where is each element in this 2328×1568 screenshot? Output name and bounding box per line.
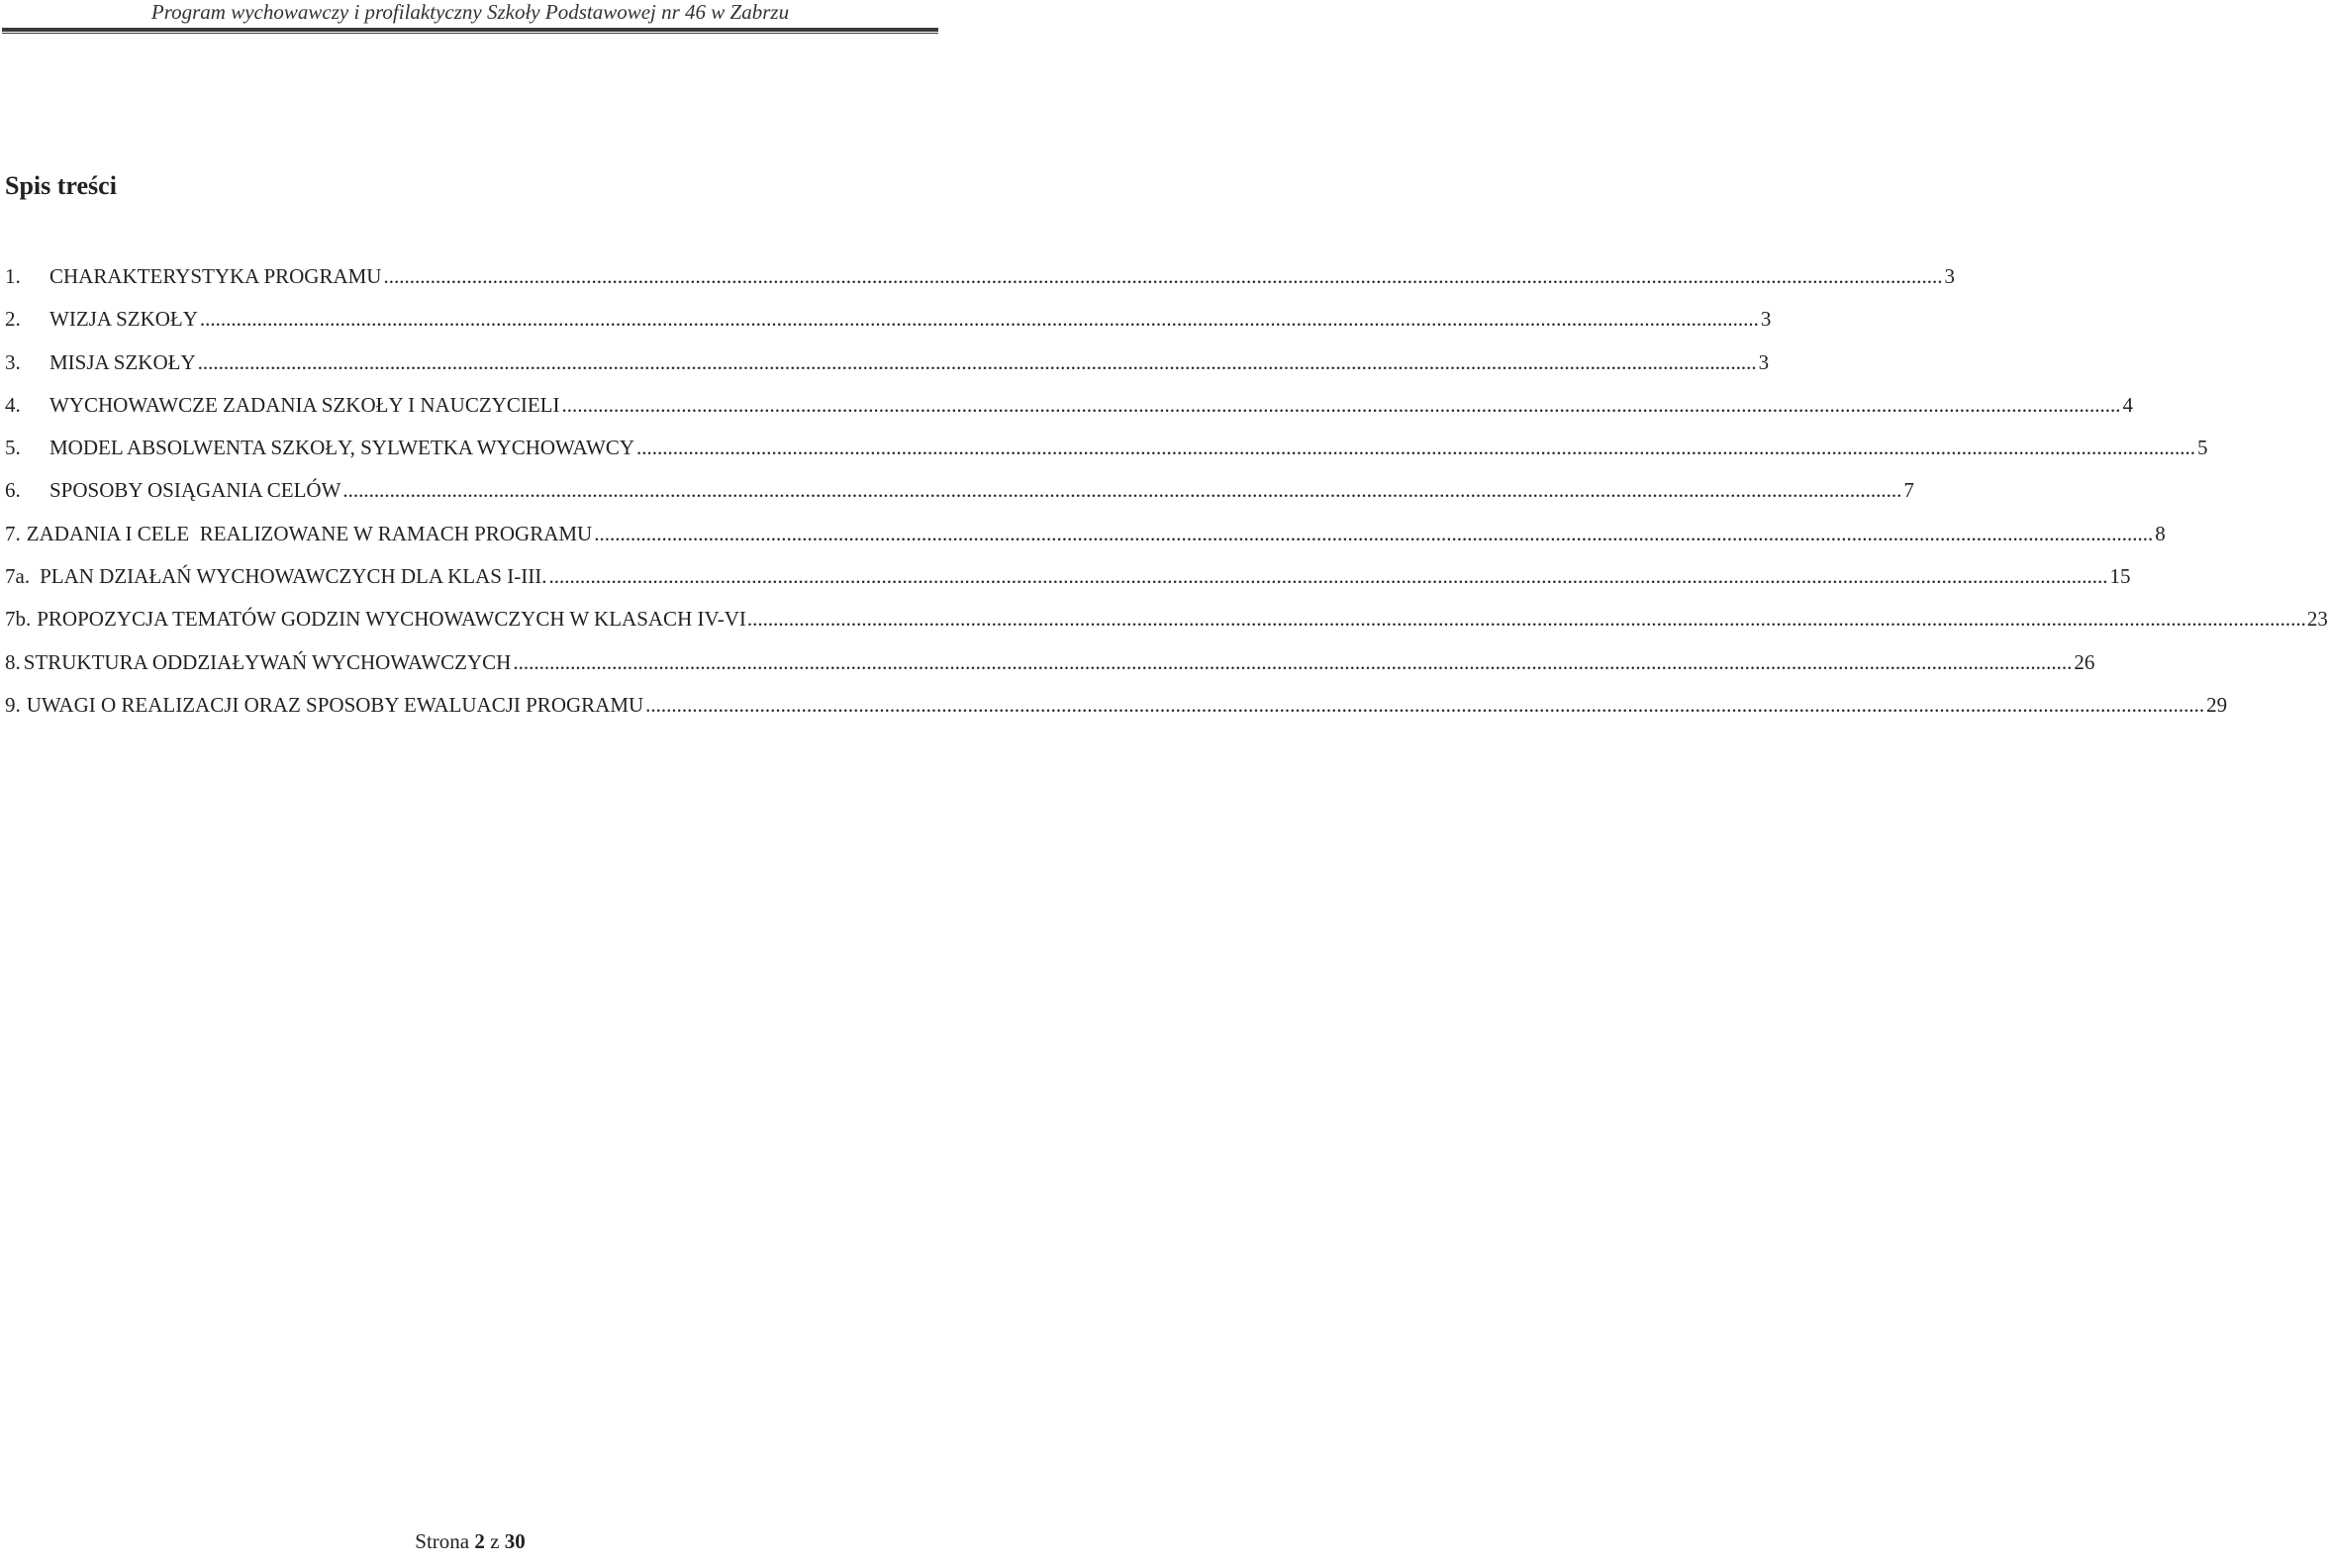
toc-entry-2[interactable] <box>5 304 1772 346</box>
toc-entry-page: 26 <box>2074 649 2095 674</box>
toc-entry-title: SPOSOBY OSIĄGANIA CELÓW <box>49 478 341 503</box>
toc-entry-6[interactable] <box>5 475 1914 518</box>
toc-entry-title: MODEL ABSOLWENTA SZKOŁY, SYLWETKA WYCHOWAWCY <box>49 436 635 460</box>
toc-entry-7a[interactable] <box>5 561 2131 604</box>
toc-entry-number: 7b. <box>5 607 32 632</box>
toc-entry-page: 8 <box>2155 521 2166 545</box>
toc-entry-number: 2. <box>5 307 21 332</box>
toc-entry-page: 15 <box>2109 564 2131 589</box>
toc-entry-title: ZADANIA I CELE REALIZOWANE W RAMACH PROGRAMU <box>26 521 593 545</box>
header-rule <box>2 28 938 32</box>
page-footer <box>0 1526 940 1556</box>
toc-dot-leader: ............................................................................................................................................................................................................................................................................................................ <box>548 564 2108 589</box>
toc-entry-8[interactable] <box>5 647 2095 690</box>
table-of-contents <box>5 261 2328 733</box>
toc-dot-leader: ............................................................................................................................................................................................................................................................................................................ <box>645 692 2205 717</box>
toc-entry-4[interactable] <box>5 390 2133 433</box>
toc-entry-title: UWAGI O REALIZACJI ORAZ SPOSOBY EWALUACJI PROGRAMU <box>26 692 644 717</box>
toc-entry-title: STRUKTURA ODDZIAŁYWAŃ WYCHOWAWCZYCH <box>23 649 512 674</box>
footer-total-pages: 30 <box>504 1529 526 1553</box>
footer-separator: z <box>490 1529 500 1553</box>
toc-dot-leader: ............................................................................................................................................................................................................................................................................................................ <box>199 307 1759 332</box>
toc-entry-1[interactable] <box>5 261 1955 304</box>
toc-dot-leader: ............................................................................................................................................................................................................................................................................................................ <box>561 392 2121 417</box>
toc-entry-number: 9. <box>5 692 21 717</box>
toc-dot-leader: ............................................................................................................................................................................................................................................................................................................ <box>513 649 2073 674</box>
toc-entry-number: 3. <box>5 349 21 374</box>
toc-entry-number: 5. <box>5 436 21 460</box>
toc-entry-number: 7. <box>5 521 21 545</box>
toc-entry-5[interactable] <box>5 433 2208 475</box>
running-header: Program wychowawczy i profilaktyczny Szkoły Podstawowej nr 46 w Zabrzu <box>150 0 790 24</box>
toc-entry-title: PROPOZYCJA TEMATÓW GODZIN WYCHOWAWCZYCH W KLASACH IV-VI <box>37 607 746 632</box>
toc-dot-leader: ............................................................................................................................................................................................................................................................................................................ <box>636 436 2196 460</box>
toc-dot-leader: ............................................................................................................................................................................................................................................................................................................ <box>594 521 2154 545</box>
toc-entry-number: 8. <box>5 649 21 674</box>
toc-entry-page: 7 <box>1903 478 1914 503</box>
toc-dot-leader: ............................................................................................................................................................................................................................................................................................................ <box>197 349 1757 374</box>
toc-entry-page: 3 <box>1760 307 1772 332</box>
toc-entry-3[interactable] <box>5 347 1770 390</box>
toc-dot-leader: ............................................................................................................................................................................................................................................................................................................ <box>746 607 2306 632</box>
toc-entry-page: 3 <box>1758 349 1770 374</box>
toc-dot-leader: ............................................................................................................................................................................................................................................................................................................ <box>383 264 1943 288</box>
toc-entry-9[interactable] <box>5 690 2228 733</box>
toc-entry-7[interactable] <box>5 519 2166 561</box>
toc-entry-title: WIZJA SZKOŁY <box>49 307 198 332</box>
toc-entry-page: 23 <box>2306 607 2328 632</box>
toc-entry-page: 5 <box>2197 436 2208 460</box>
toc-entry-title: MISJA SZKOŁY <box>49 349 196 374</box>
toc-entry-number: 4. <box>5 392 21 417</box>
toc-entry-page: 29 <box>2206 692 2228 717</box>
toc-entry-page: 3 <box>1944 264 1955 288</box>
toc-entry-number: 1. <box>5 264 21 288</box>
toc-entry-title: WYCHOWAWCZE ZADANIA SZKOŁY I NAUCZYCIELI <box>49 392 560 417</box>
footer-current-page: 2 <box>474 1529 485 1553</box>
toc-entry-7b[interactable] <box>5 604 2328 646</box>
footer-prefix: Strona <box>415 1529 470 1553</box>
toc-title: Spis treści <box>5 171 117 200</box>
toc-entry-title: PLAN DZIAŁAŃ WYCHOWAWCZYCH DLA KLAS I-III. <box>40 564 547 589</box>
toc-entry-number: 7a. <box>5 564 31 589</box>
toc-entry-page: 4 <box>2122 392 2133 417</box>
toc-entry-number: 6. <box>5 478 21 503</box>
toc-dot-leader: ............................................................................................................................................................................................................................................................................................................ <box>342 478 1902 503</box>
header-rule-thin <box>2 33 938 34</box>
toc-entry-title: CHARAKTERYSTYKA PROGRAMU <box>49 264 382 288</box>
